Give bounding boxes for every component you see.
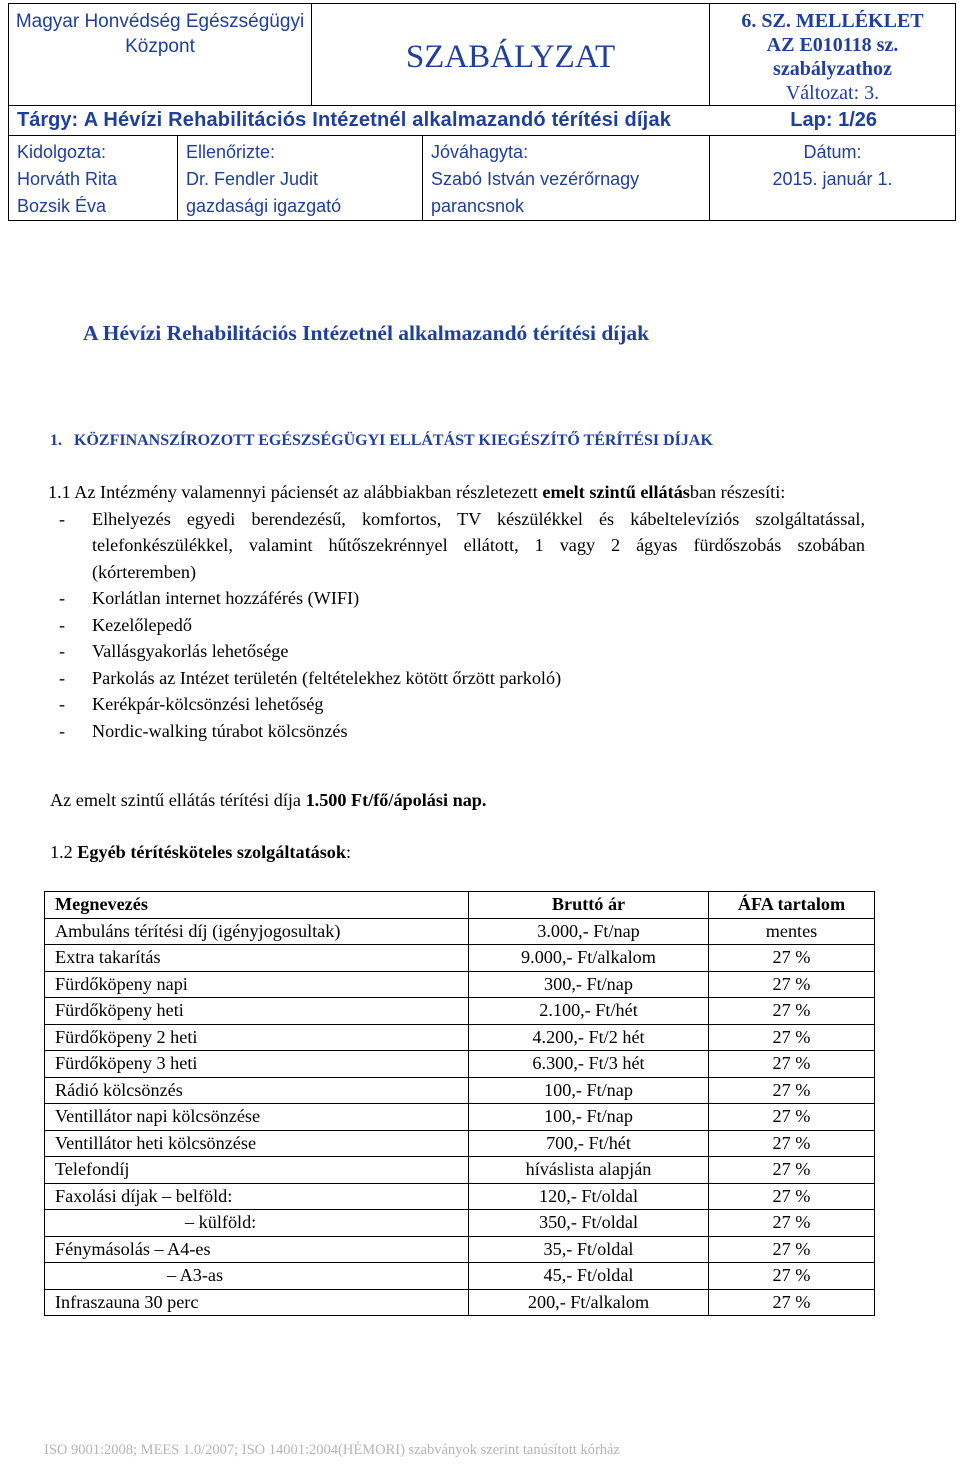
annex-line-3: szabályzathoz (773, 58, 892, 80)
list-item: - Vallásgyakorlás lehetősége (50, 638, 865, 665)
item-price: híváslista alapján (469, 1157, 709, 1184)
item-name: Ambuláns térítési díj (igényjogosultak) (45, 918, 469, 945)
date-value: 2015. január 1. (772, 169, 893, 189)
item-vat: 27 % (709, 1024, 875, 1051)
annex-line-1: 6. SZ. MELLÉKLET (741, 10, 924, 32)
prepared-name-2: Bozsik Éva (17, 196, 107, 216)
table-row (45, 971, 875, 998)
list-item: - Nordic-walking túrabot kölcsönzés (50, 718, 865, 745)
item-vat: 27 % (709, 1104, 875, 1131)
intro-bold: emelt szintű ellátás (542, 482, 690, 502)
item-vat: 27 % (709, 998, 875, 1025)
item-vat: 27 % (709, 1157, 875, 1184)
checked-role: gazdasági igazgató (186, 196, 342, 216)
item-vat: 27 % (709, 1051, 875, 1078)
item-vat: 27 % (709, 1077, 875, 1104)
item-vat: 27 % (709, 1210, 875, 1237)
item-name: Fürdőköpeny 2 heti (45, 1024, 469, 1051)
approved-role: parancsnok (431, 196, 525, 216)
item-price: 700,- Ft/hét (469, 1130, 709, 1157)
intro-suffix: ban részesíti: (689, 482, 786, 502)
fee-statement (50, 790, 486, 811)
table-row (45, 945, 875, 972)
col-header-name: Megnevezés (45, 892, 469, 919)
intro-prefix: 1.1 Az Intézmény valamennyi páciensét az alábbiakban részletezett (48, 482, 538, 502)
table-row (45, 998, 875, 1025)
item-name: Fürdőköpeny 3 heti (45, 1051, 469, 1078)
table-row (45, 1104, 875, 1131)
item-name: Telefondíj (45, 1157, 469, 1184)
item-name: Infraszauna 30 perc (45, 1289, 469, 1316)
item-vat: 27 % (709, 1183, 875, 1210)
table-row (45, 1077, 875, 1104)
item-vat: 27 % (709, 1236, 875, 1263)
list-item: - Parkolás az Intézet területén (feltételekhez kötött őrzött parkoló) (50, 665, 865, 692)
item-price: 350,- Ft/oldal (469, 1210, 709, 1237)
table-row (45, 1183, 875, 1210)
page-number: Lap: 1/26 (790, 109, 877, 131)
date-cell (710, 136, 956, 221)
item-price: 35,- Ft/oldal (469, 1236, 709, 1263)
item-price: 120,- Ft/oldal (469, 1183, 709, 1210)
item-price: 100,- Ft/nap (469, 1104, 709, 1131)
table-row (45, 1157, 875, 1184)
checked-name: Dr. Fendler Judit (186, 169, 319, 189)
section-number: 1. (50, 432, 62, 449)
fee-value: 1.500 Ft/fő/ápolási nap. (305, 790, 487, 810)
service-list (50, 506, 865, 745)
item-price: 45,- Ft/oldal (469, 1263, 709, 1290)
approved-name: Szabó István vezérőrnagy (431, 169, 640, 189)
item-vat: 27 % (709, 971, 875, 998)
approved-by-cell (423, 136, 710, 221)
item-name: Fürdőköpeny napi (45, 971, 469, 998)
prepared-by-cell (9, 136, 178, 221)
item-vat: 27 % (709, 1263, 875, 1290)
item-vat: mentes (709, 918, 875, 945)
version: Változat: 3. (785, 82, 880, 104)
subsection-number: 1.2 (50, 842, 73, 862)
table-row (45, 1130, 875, 1157)
item-vat: 27 % (709, 945, 875, 972)
item-price: 6.300,- Ft/3 hét (469, 1051, 709, 1078)
table-row (45, 1236, 875, 1263)
col-header-price: Bruttó ár (469, 892, 709, 919)
item-price: 2.100,- Ft/hét (469, 998, 709, 1025)
fee-text: Az emelt szintű ellátás térítési díja (50, 790, 302, 810)
item-name: Ventillátor heti kölcsönzése (45, 1130, 469, 1157)
item-name: Ventillátor napi kölcsönzése (45, 1104, 469, 1131)
item-name: – A3-as (45, 1263, 469, 1290)
subject-label: Tárgy: (17, 109, 79, 131)
document-title: A Hévízi Rehabilitációs Intézetnél alkalmazandó térítési díjak (83, 321, 650, 345)
item-name: Rádió kölcsönzés (45, 1077, 469, 1104)
item-price: 300,- Ft/nap (469, 971, 709, 998)
table-row (45, 1263, 875, 1290)
item-name: Faxolási díjak – belföld: (45, 1183, 469, 1210)
item-vat: 27 % (709, 1130, 875, 1157)
table-row (45, 1210, 875, 1237)
item-name: Fürdőköpeny heti (45, 998, 469, 1025)
table-row (45, 1051, 875, 1078)
table-header-row (45, 892, 875, 919)
table-row (45, 1289, 875, 1316)
item-price: 200,- Ft/alkalom (469, 1289, 709, 1316)
certification-footer: ISO 9001:2008; MEES 1.0/2007; ISO 14001:2004(HÉMORI) szabványok szerint tanúsított kórház (44, 1442, 620, 1458)
prepared-label: Kidolgozta: (17, 142, 107, 162)
intro-block (50, 479, 865, 744)
subsection-colon: : (346, 842, 352, 862)
checked-by-cell (178, 136, 423, 221)
item-price: 9.000,- Ft/alkalom (469, 945, 709, 972)
fee-table (44, 891, 875, 1316)
approved-label: Jóváhagyta: (431, 142, 529, 162)
intro-paragraph (50, 479, 865, 506)
section-title: KÖZFINANSZÍROZOTT EGÉSZSÉGÜGYI ELLÁTÁST KIEGÉSZÍTŐ TÉRÍTÉSI DÍJAK (74, 432, 713, 449)
item-name: Extra takarítás (45, 945, 469, 972)
list-item: - Kerékpár-kölcsönzési lehetőség (50, 691, 865, 718)
date-label: Dátum: (803, 142, 862, 162)
list-item: - Elhelyezés egyedi berendezésű, komfortos, TV készülékkel és kábeltelevíziós szolgáltatással, telefonkészülékkel, valamint hűtőszekrénnyel ellátott, 1 vagy 2 ágyas fürdőszobás szobában (kórteremben) (50, 506, 865, 586)
list-item: - Korlátlan internet hozzáférés (WIFI) (50, 585, 865, 612)
item-price: 4.200,- Ft/2 hét (469, 1024, 709, 1051)
item-name: – külföld: (45, 1210, 469, 1237)
organization-name: Magyar Honvédség Egészségügyi Központ (9, 4, 312, 106)
section-heading (50, 432, 713, 450)
col-header-vat: ÁFA tartalom (709, 892, 875, 919)
list-item: - Kezelőlepedő (50, 612, 865, 639)
table-row (45, 918, 875, 945)
prepared-name-1: Horváth Rita (17, 169, 118, 189)
annex-line-2: AZ E010118 sz. (766, 34, 899, 56)
document-type-title: SZABÁLYZAT (312, 4, 710, 106)
checked-label: Ellenőrizte: (186, 142, 276, 162)
subject-text: A Hévízi Rehabilitációs Intézetnél alkalmazandó térítési díjak (83, 109, 672, 131)
subsection-title: Egyéb térítésköteles szolgáltatások (77, 842, 347, 862)
subsection-heading (50, 842, 351, 863)
item-price: 100,- Ft/nap (469, 1077, 709, 1104)
annex-reference (710, 4, 956, 106)
item-price: 3.000,- Ft/nap (469, 918, 709, 945)
item-vat: 27 % (709, 1289, 875, 1316)
document-header (8, 3, 956, 221)
item-name: Fénymásolás – A4-es (45, 1236, 469, 1263)
table-row (45, 1024, 875, 1051)
subject-row (9, 106, 956, 136)
